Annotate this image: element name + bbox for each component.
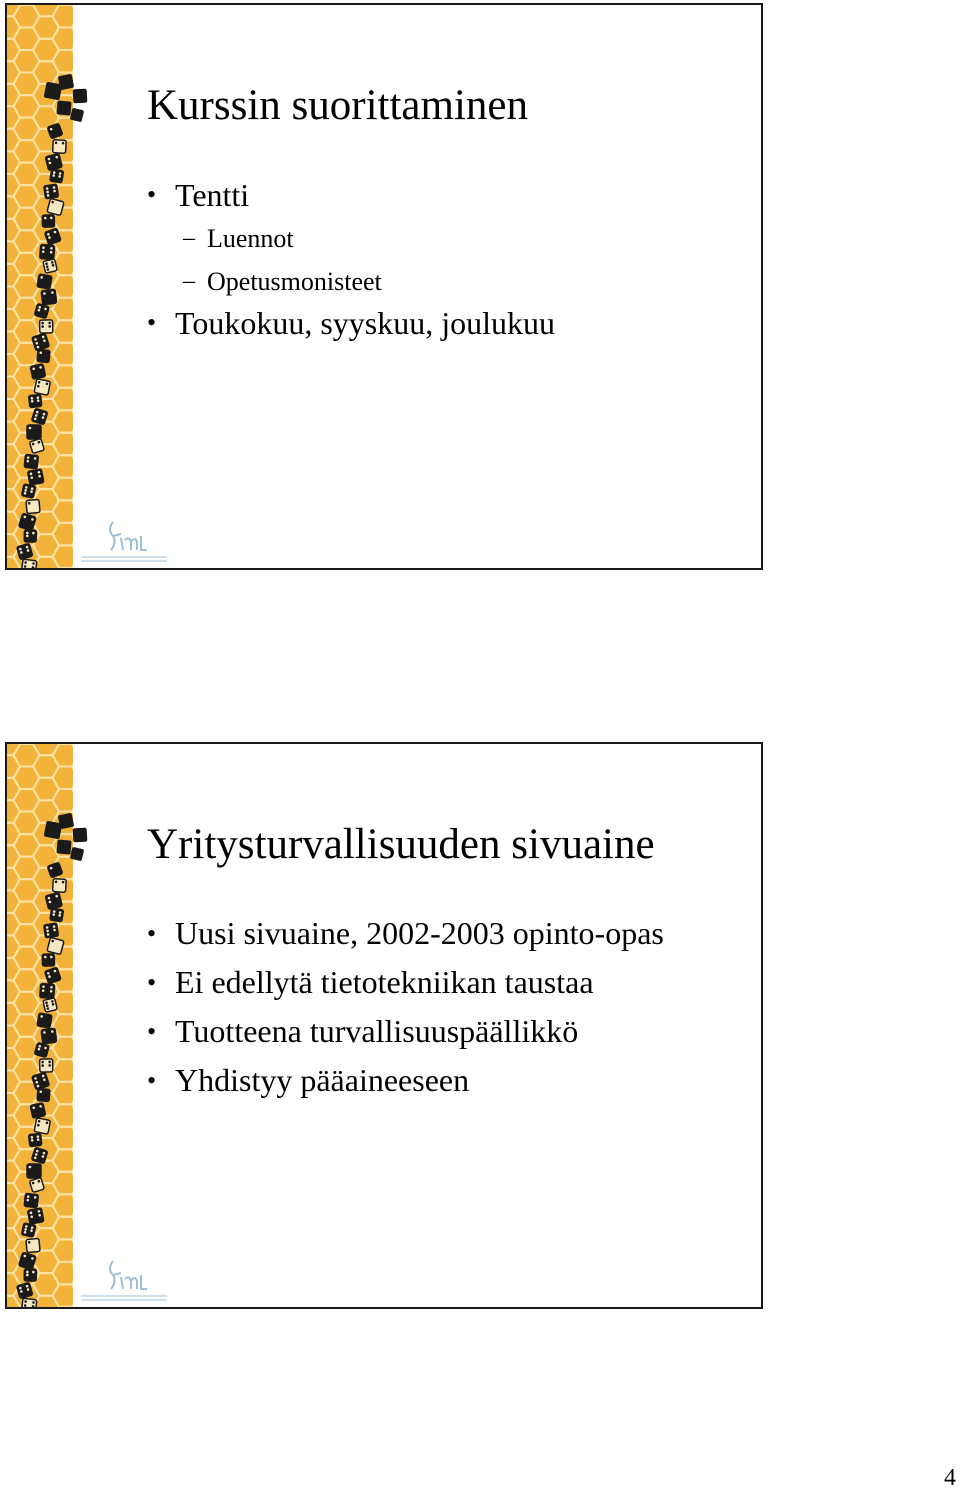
dice-block bbox=[24, 1193, 38, 1207]
bullet-symbol: • bbox=[147, 1066, 157, 1095]
dice-block bbox=[53, 140, 67, 154]
honeycomb-cell bbox=[53, 1307, 74, 1309]
dice-block bbox=[37, 349, 50, 362]
dice-chain-icon bbox=[7, 744, 97, 1307]
dice-block bbox=[56, 839, 71, 854]
dice-block bbox=[37, 274, 52, 289]
list-item-text: Tuotteena turvallisuuspäällikkö bbox=[175, 1013, 579, 1049]
list-item-text: Ei edellytä tietotekniikan taustaa bbox=[175, 964, 594, 1000]
list-item bbox=[147, 909, 664, 958]
dice-block bbox=[32, 1072, 50, 1090]
dice-block bbox=[27, 425, 41, 439]
dice-block bbox=[50, 169, 64, 183]
bullet-symbol: • bbox=[147, 968, 157, 997]
dice-block bbox=[42, 954, 54, 966]
dice-block bbox=[58, 813, 74, 829]
dice-block bbox=[43, 259, 57, 273]
dice-block bbox=[37, 1013, 52, 1028]
dice-block bbox=[47, 198, 64, 215]
dice-block bbox=[24, 1269, 36, 1281]
sub-list-item bbox=[147, 217, 555, 260]
dice-block bbox=[43, 998, 57, 1012]
logo bbox=[77, 1257, 177, 1305]
bullet-list bbox=[147, 909, 664, 1105]
dice-block bbox=[50, 908, 64, 922]
bullet-symbol: • bbox=[147, 1017, 157, 1046]
list-item bbox=[147, 175, 555, 215]
logo bbox=[77, 518, 177, 566]
list-item bbox=[147, 958, 664, 1007]
logo-mark-icon bbox=[77, 518, 177, 566]
dice-block bbox=[44, 923, 59, 938]
sub-list-item-text: Opetusmonisteet bbox=[207, 267, 382, 296]
list-item bbox=[147, 303, 555, 343]
dash-symbol: – bbox=[183, 225, 195, 251]
dice-block bbox=[31, 408, 47, 424]
dice-block bbox=[44, 184, 59, 199]
dice-block bbox=[24, 454, 38, 468]
dice-block bbox=[32, 333, 50, 351]
dice-block bbox=[37, 1088, 50, 1101]
sub-list-item bbox=[147, 260, 555, 303]
bullet-symbol: • bbox=[147, 180, 157, 209]
list-item-text: Tentti bbox=[175, 177, 250, 213]
dice-block bbox=[19, 1252, 37, 1270]
dice-block bbox=[34, 1118, 50, 1134]
list-item-text: Toukokuu, syyskuu, joulukuu bbox=[175, 305, 555, 341]
slide-2 bbox=[5, 742, 763, 1309]
honeycomb-cell bbox=[14, 1307, 40, 1309]
page-number: 4 bbox=[944, 1465, 956, 1491]
dice-block bbox=[21, 484, 35, 498]
bullet-list bbox=[147, 175, 555, 343]
dice-block bbox=[73, 89, 88, 104]
dice-block bbox=[58, 74, 74, 90]
dice-block bbox=[45, 228, 62, 245]
list-item-text: Uusi sivuaine, 2002-2003 opinto-opas bbox=[175, 915, 664, 951]
dice-block bbox=[26, 1238, 40, 1252]
honeycomb-cell bbox=[14, 568, 40, 570]
dice-block bbox=[40, 984, 55, 999]
dice-block bbox=[19, 513, 37, 531]
dice-block bbox=[70, 847, 84, 861]
dice-block bbox=[29, 439, 44, 454]
dice-block bbox=[21, 1223, 35, 1237]
dice-block bbox=[29, 1178, 44, 1193]
dice-block bbox=[45, 154, 62, 171]
logo-mark-icon bbox=[77, 1257, 177, 1305]
dice-block bbox=[34, 1043, 49, 1058]
dice-block bbox=[42, 215, 54, 227]
dice-block bbox=[27, 1164, 41, 1178]
honeycomb-cell bbox=[53, 568, 74, 570]
list-item bbox=[147, 1007, 664, 1056]
dice-block bbox=[47, 862, 62, 877]
dice-chain-icon bbox=[7, 5, 97, 568]
dice-block bbox=[30, 364, 45, 379]
dice-block bbox=[29, 394, 42, 407]
dice-block bbox=[27, 469, 43, 485]
bullet-symbol: • bbox=[147, 919, 157, 948]
dice-block bbox=[26, 499, 40, 513]
dice-block bbox=[45, 893, 62, 910]
list-item bbox=[147, 1056, 664, 1105]
dash-symbol: – bbox=[183, 268, 195, 294]
dice-block bbox=[53, 879, 67, 893]
dice-block bbox=[45, 967, 62, 984]
dice-block bbox=[41, 1028, 57, 1044]
dice-block bbox=[40, 1059, 53, 1072]
dice-block bbox=[34, 304, 49, 319]
dice-block bbox=[40, 245, 55, 260]
dice-block bbox=[17, 1282, 33, 1298]
dice-block bbox=[17, 543, 33, 559]
dice-block bbox=[21, 1298, 37, 1307]
dice-block bbox=[34, 379, 50, 395]
dice-block bbox=[29, 1133, 42, 1146]
list-item-text: Yhdistyy pääaineeseen bbox=[175, 1062, 470, 1098]
dice-block bbox=[41, 289, 57, 305]
bullet-symbol: • bbox=[147, 308, 157, 337]
dice-block bbox=[47, 123, 62, 138]
dice-block bbox=[31, 1147, 47, 1163]
slide-title: Yritysturvallisuuden sivuaine bbox=[147, 821, 655, 868]
dice-block bbox=[56, 100, 71, 115]
dice-block bbox=[70, 108, 84, 122]
dice-block bbox=[73, 828, 88, 843]
dice-block bbox=[47, 937, 64, 954]
slide-1 bbox=[5, 3, 763, 570]
dice-block bbox=[21, 559, 37, 568]
dice-block bbox=[27, 1208, 43, 1224]
sub-list-item-text: Luennot bbox=[207, 224, 294, 253]
dice-block bbox=[24, 530, 36, 542]
dice-block bbox=[40, 320, 53, 333]
dice-block bbox=[30, 1103, 45, 1118]
slide-title: Kurssin suorittaminen bbox=[147, 82, 528, 129]
